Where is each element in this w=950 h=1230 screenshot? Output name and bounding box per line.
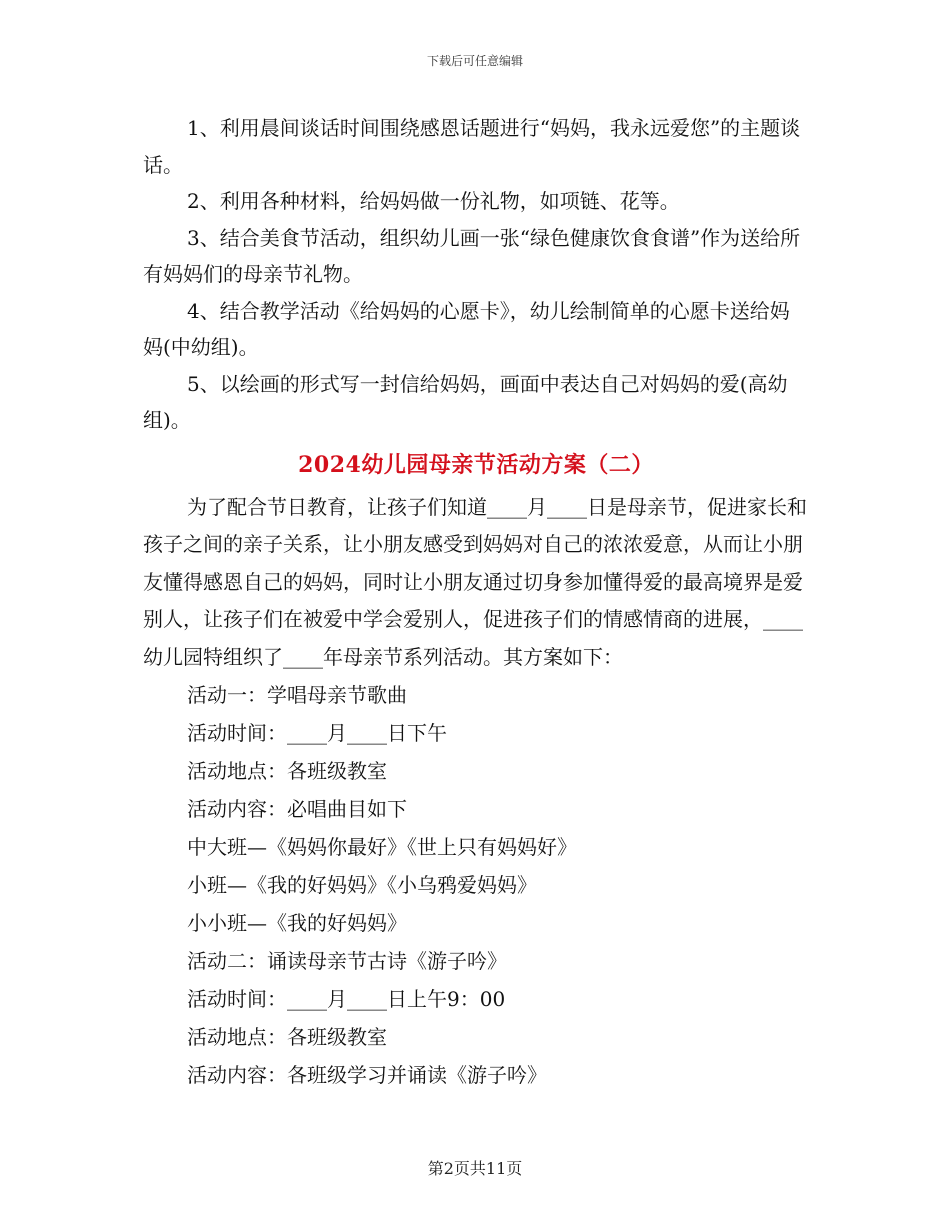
list-item-3: 3、结合美食节活动，组织幼儿画一张“绿色健康饮食食谱”作为送给所有妈妈们的母亲节礼物。 — [143, 225, 801, 286]
activity-line: 活动时间：____月____日上午9：00 — [187, 987, 506, 1011]
activity-line: 活动时间：____月____日下午 — [187, 721, 447, 745]
activity-line: 中大班—《妈妈你最好》《世上只有妈妈好》 — [187, 835, 577, 859]
intro-paragraph: 为了配合节日教育，让孩子们知道____月____日是母亲节，促进家长和孩子之间的亲子关系，让小朋友感受到妈妈对自己的浓浓爱意，从而让小朋友懂得感恩自己的妈妈，同时让小朋友通过切身参加懂得爱的最高境界是爱别人，让孩子们在被爱中学会爱别人，促进孩子们的情感情商的进展，____幼儿园特组织了____年母亲节系列活动。其方案如下： — [143, 494, 807, 669]
list-item-5: 5、以绘画的形式写一封信给妈妈，画面中表达自己对妈妈的爱(高幼组)。 — [143, 371, 788, 432]
activity-line: 活动一：学唱母亲节歌曲 — [187, 683, 407, 707]
list-item-2: 2、利用各种材料，给妈妈做一份礼物，如项链、花等。 — [187, 189, 680, 213]
document-body — [143, 110, 809, 1094]
activity-line: 活动内容：各班级学习并诵读《游子吟》 — [187, 1063, 547, 1087]
page-footer: 第2页共11页 — [427, 1159, 523, 1178]
list-item-1: 1、利用晨间谈话时间围绕感恩话题进行“妈妈，我永远爱您”的主题谈话。 — [143, 116, 801, 177]
section-title: 2024幼儿园母亲节活动方案（二） — [298, 451, 654, 478]
activity-line: 活动二：诵读母亲节古诗《游子吟》 — [187, 949, 507, 973]
activity-line: 活动地点：各班级教室 — [187, 759, 387, 783]
activity-line: 活动内容：必唱曲目如下 — [187, 797, 407, 821]
list-item-4: 4、结合教学活动《给妈妈的心愿卡》，幼儿绘制简单的心愿卡送给妈妈(中幼组)。 — [143, 298, 790, 359]
activity-line: 活动地点：各班级教室 — [187, 1025, 387, 1049]
page-header: 下载后可任意编辑 — [426, 54, 523, 68]
activity-line: 小小班—《我的好妈妈》 — [187, 911, 407, 935]
activity-line: 小班—《我的好妈妈》《小乌鸦爱妈妈》 — [187, 873, 537, 897]
